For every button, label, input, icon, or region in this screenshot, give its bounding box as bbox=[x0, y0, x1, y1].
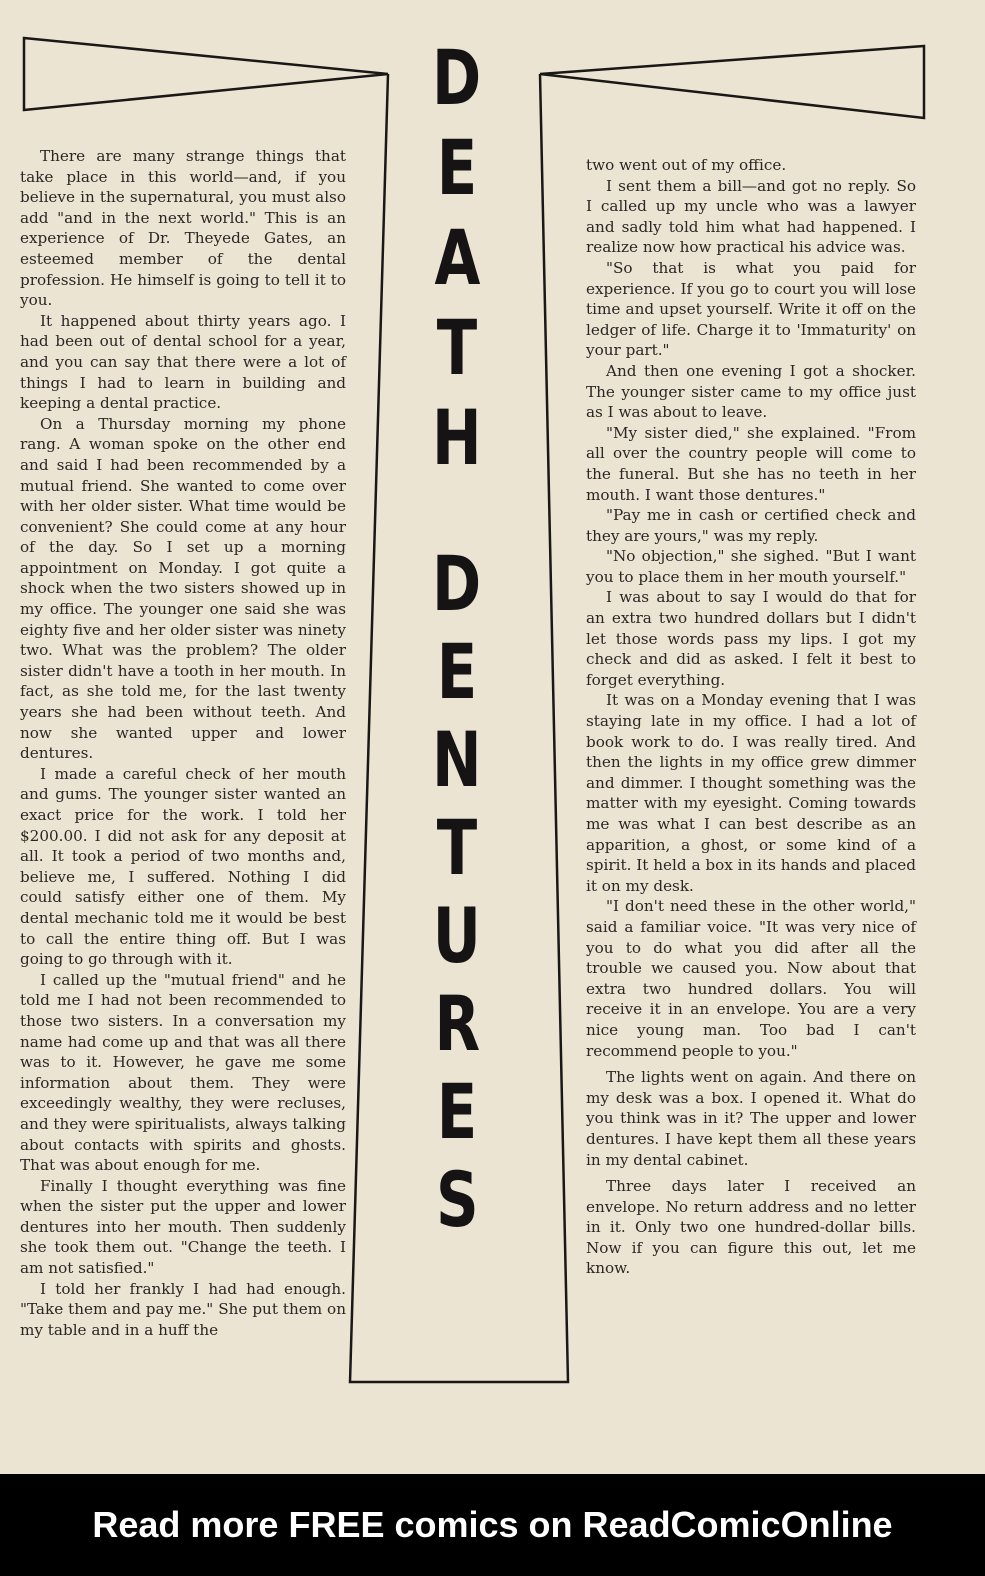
title-word-dentures bbox=[425, 539, 489, 1244]
title-letter: R bbox=[434, 979, 480, 1068]
story-column-right bbox=[586, 155, 916, 1279]
story-paragraph: I was about to say I would do that for an extra two hundred dollars but I didn't let those words pass my lips. I got my check and did as asked. I felt it best to forget everything. bbox=[586, 588, 916, 689]
story-paragraph: And then one evening I got a shocker. The younger sister came to my office just as I was about to leave. bbox=[586, 361, 916, 422]
story-paragraph: I called up the "mutual friend" and he told me I had not been recommended to those two sisters. In a conversation my name had come up and that was all there was to it. However, he gave me some information about them. They were exceedingly wealthy, they were recluses, and they were spiritualists, always talking about contacts with spirits and ghosts. That was about enough for me. bbox=[20, 970, 346, 1175]
story-paragraph: I told her frankly I had had enough. "Take them and pay me." She put them on my table and in a huff the bbox=[20, 1279, 346, 1339]
story-paragraph: Finally I thought everything was fine when the sister put the upper and lower dentures into her mouth. Then suddenly she took them out. "Change the teeth. I am not satisfied." bbox=[20, 1176, 346, 1278]
title-letter: E bbox=[436, 1067, 478, 1156]
title-letter: E bbox=[436, 627, 478, 716]
story-paragraph: The lights went on again. And there on my desk was a box. I opened it. What do you think was in it? The upper and lower dentures. I have kept them all these years in my dental cabinet. bbox=[586, 1068, 916, 1169]
title-letter: H bbox=[432, 393, 482, 482]
story-paragraph: two went out of my office. bbox=[586, 156, 787, 174]
story-title bbox=[412, 33, 502, 1380]
story-paragraph: I sent them a bill—and got no reply. So I called up my uncle who was a lawyer and sadly told him what had happened. I realize now how practical his advice was. bbox=[586, 176, 916, 257]
story-paragraph: It happened about thirty years ago. I had been out of dental school for a year, and you can say that there were a lot of things I had to learn in building and keeping a dental practice. bbox=[20, 311, 346, 413]
title-word-death bbox=[425, 33, 489, 482]
title-letter: S bbox=[435, 1155, 479, 1244]
story-paragraph: Three days later I received an envelope. No return address and no letter in it. Only two one hundred-dollar bills. Now if you can figure this out, let me know. bbox=[586, 1177, 916, 1278]
promo-banner[interactable] bbox=[0, 1474, 985, 1576]
story-paragraph: I made a careful check of her mouth and gums. The younger sister wanted an exact price for the work. I told her $200.00. I did not ask for any deposit at all. It took a period of two months and, believe me, I suffered. Nothing I did could satisfy either one of them. My dental mechanic told me it would be best to call the entire thing off. But I was going to go through with it. bbox=[20, 764, 346, 969]
story-paragraph: "Pay me in cash or certified check and they are yours," was my reply. bbox=[586, 506, 916, 545]
title-letter: T bbox=[436, 803, 478, 892]
promo-text[interactable]: Read more FREE comics on ReadComicOnline bbox=[92, 1504, 893, 1545]
title-letter: A bbox=[434, 213, 480, 302]
title-letter: T bbox=[436, 303, 478, 392]
title-letter: E bbox=[436, 123, 478, 212]
title-letter: D bbox=[432, 33, 482, 122]
right-banner-triangle bbox=[540, 46, 924, 118]
story-paragraph: "No objection," she sighed. "But I want you to place them in her mouth yourself." bbox=[586, 547, 916, 586]
story-paragraph: It was on a Monday evening that I was staying late in my office. I had a lot of book work to do. I was really tired. And then the lights in my office grew dimmer and dimmer. I thought something was the matter with my eyesight. Coming towards me was what I can best describe as an apparition, a ghost, or some kind of a spirit. It held a box in its hands and placed it on my desk. bbox=[586, 691, 916, 895]
story-paragraph: "So that is what you paid for experience. If you go to court you will lose time and upset yourself. Write it off on the ledger of life. Charge it to 'Immaturity' on your part." bbox=[586, 258, 916, 360]
title-letter: U bbox=[432, 891, 482, 980]
story-paragraph: "My sister died," she explained. "From all over the country people will come to the funeral. But she has no teeth in her mouth. I want those dentures." bbox=[586, 423, 916, 504]
story-column-left bbox=[20, 146, 346, 1340]
story-paragraph: On a Thursday morning my phone rang. A woman spoke on the other end and said I had been recommended by a mutual friend. She wanted to come over with her older sister. What time would be convenient? She could come at any hour of the day. So I set up a morning appointment on Monday. I got quite a shock when the two sisters showed up in my office. The younger one said she was eighty five and her older sister was ninety two. What was the problem? The older sister didn't have a tooth in her mouth. In fact, as she told me, for the last twenty years she had been without teeth. And now she wanted upper and lower dentures. bbox=[20, 414, 346, 763]
story-paragraph: "I don't need these in the other world," said a familiar voice. "It was very nice of you to do what you did after all the trouble we caused you. Now about that extra two hundred dollars. You will receive it in an envelope. You are a very nice young man. Too bad I can't recommend people to you." bbox=[586, 897, 916, 1060]
story-paragraph: There are many strange things that take place in this world—and, if you believe in the supernatural, you must also add "and in the next world." This is an experience of Dr. Theyede Gates, an esteemed member of the dental profession. He himself is going to tell it to you. bbox=[20, 147, 346, 310]
title-letter: D bbox=[432, 539, 482, 628]
left-banner-triangle bbox=[24, 38, 388, 110]
title-letter: N bbox=[432, 715, 482, 804]
